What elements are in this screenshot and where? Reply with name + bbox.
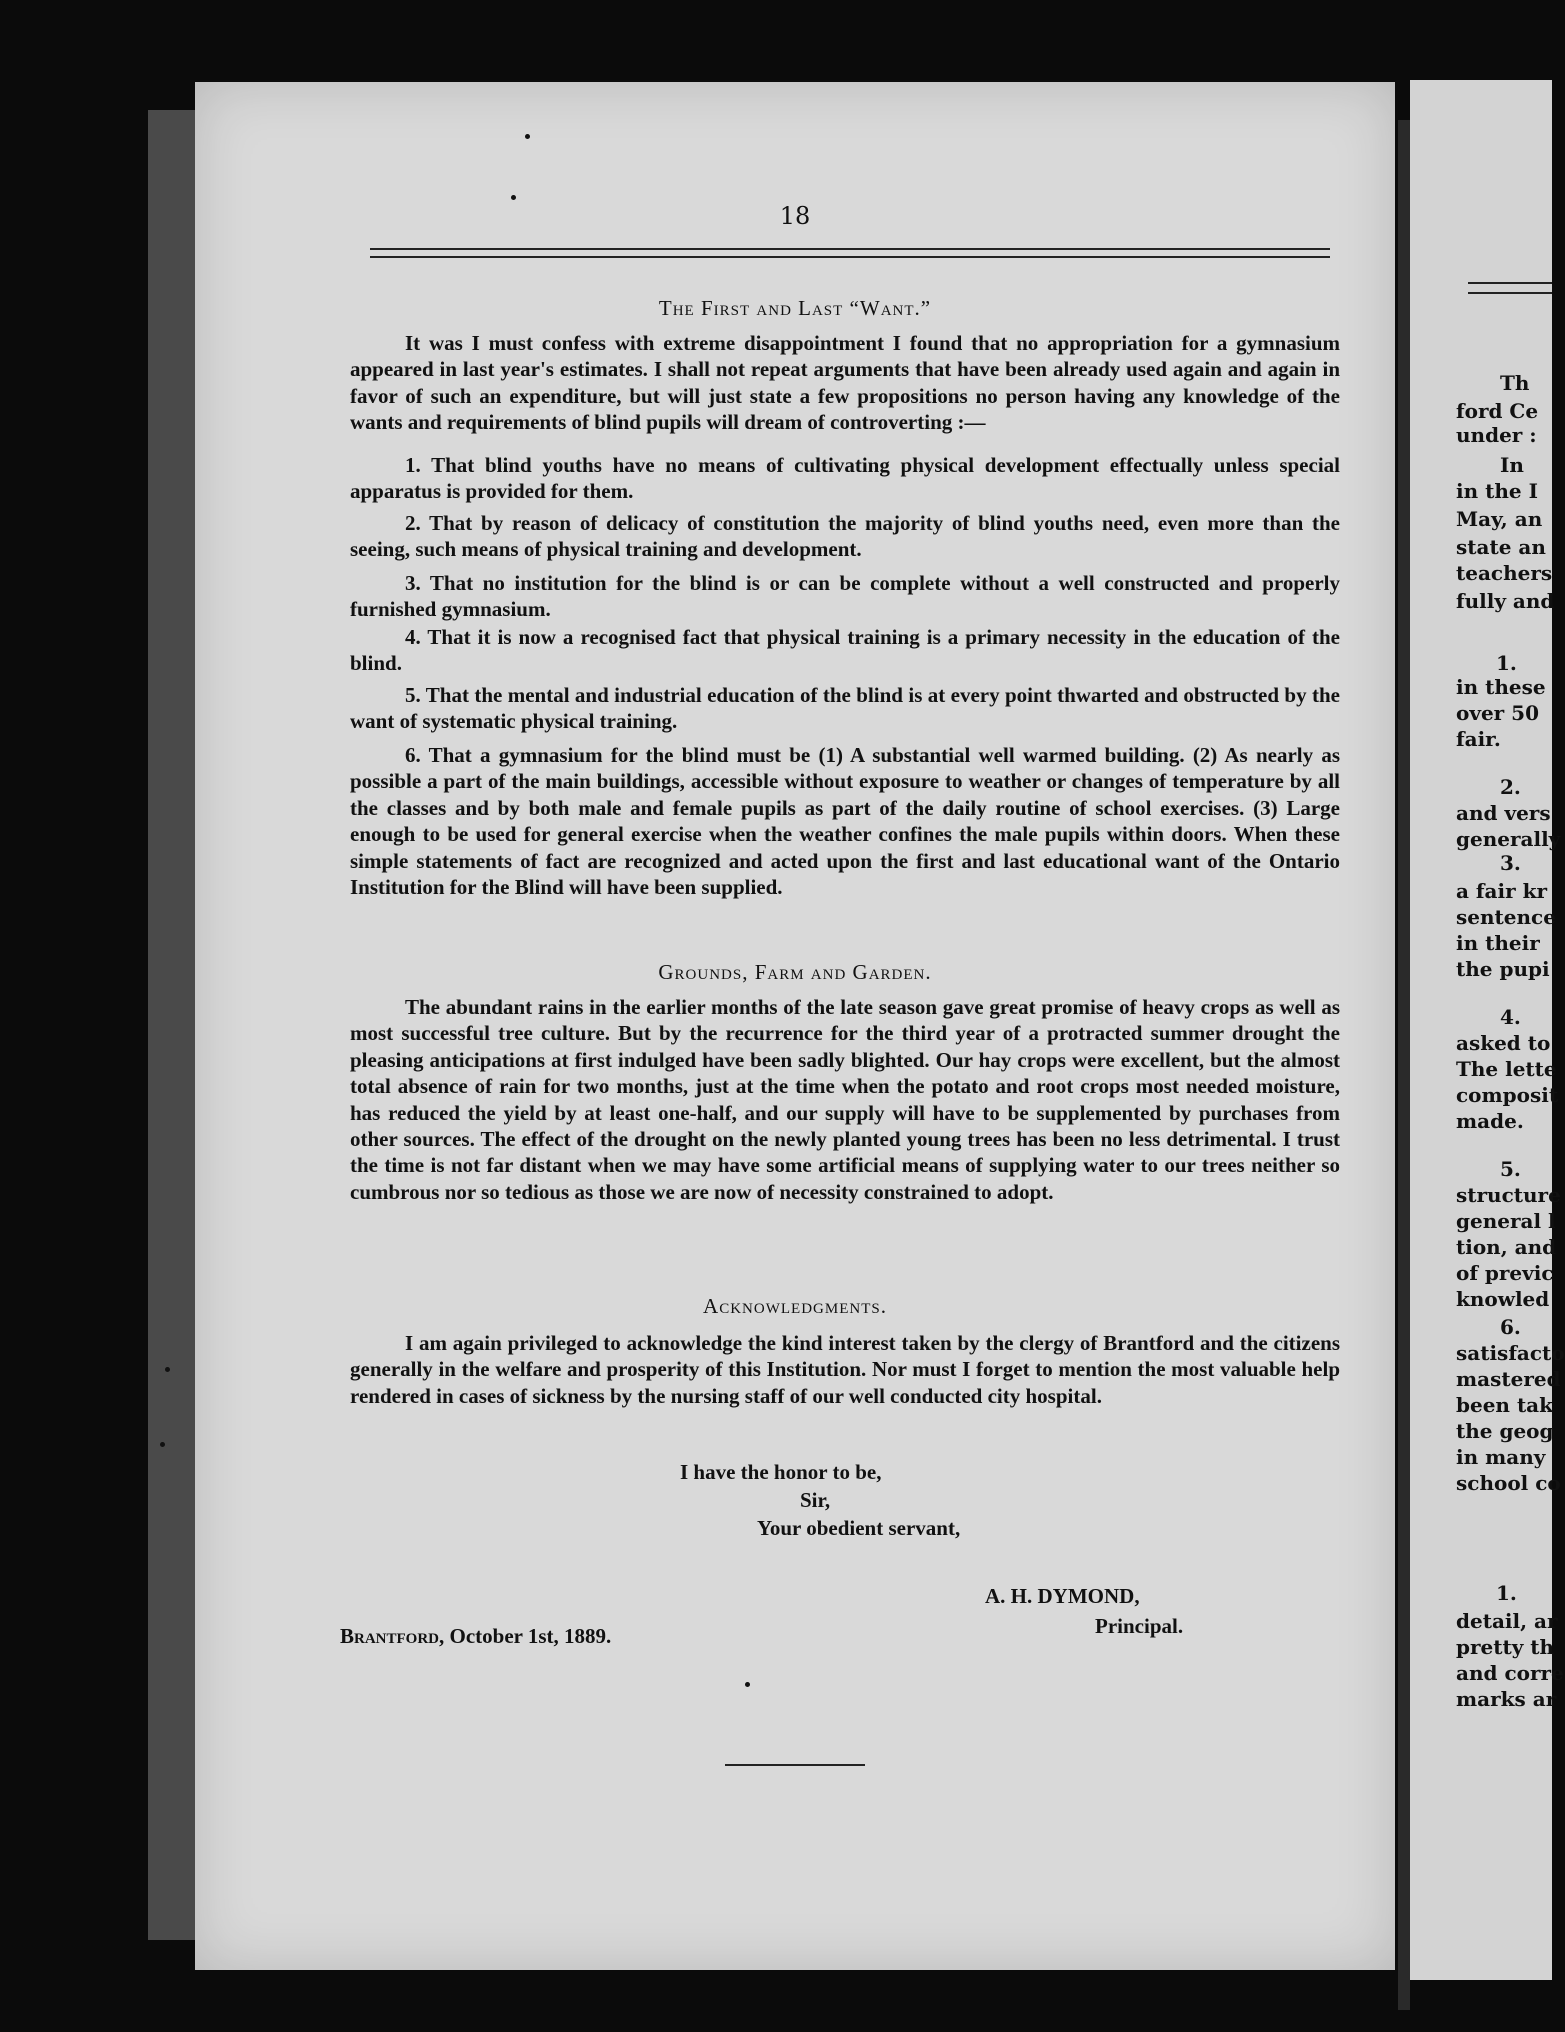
ink-speck xyxy=(165,1367,170,1372)
facing-page-text-fragment: in these xyxy=(1456,675,1546,699)
facing-page-text-fragment: 6. xyxy=(1500,1315,1521,1339)
section-heading-grounds-farm-garden: Grounds, Farm and Garden. xyxy=(658,960,932,984)
facing-page-text-fragment: over 50 xyxy=(1456,701,1540,725)
book-binding-gutter xyxy=(1398,120,1410,2010)
facing-page-text-fragment: May, an xyxy=(1456,507,1543,531)
closing-line-sir: Sir, xyxy=(800,1488,831,1512)
facing-page-text-fragment: made. xyxy=(1456,1109,1524,1133)
header-rule xyxy=(370,248,1330,250)
facing-page-text-fragment: fully and xyxy=(1456,589,1555,613)
date: October 1st, 1889. xyxy=(449,1624,612,1648)
facing-page-text-fragment: 4. xyxy=(1500,1005,1521,1029)
facing-page-text-fragment: pretty th xyxy=(1456,1635,1555,1659)
facing-page-fragment xyxy=(1410,80,1565,1980)
document-page xyxy=(195,82,1395,1970)
facing-page-text-fragment: composit xyxy=(1456,1083,1559,1107)
facing-page-text-fragment: the geog xyxy=(1456,1419,1554,1443)
facing-page-text-fragment: satisfacto xyxy=(1456,1341,1565,1365)
facing-page-text-fragment: in many xyxy=(1456,1445,1546,1469)
proposition-3: 3. That no institution for the blind is or can be complete without a well constructed and properly furnished gymnasium. xyxy=(350,571,1340,622)
facing-page-text-fragment: in their xyxy=(1456,931,1540,955)
facing-page-text-fragment: detail, ar xyxy=(1456,1609,1558,1633)
place-name: Brantford, xyxy=(340,1624,445,1648)
facing-page-text-fragment: the pupi xyxy=(1456,957,1550,981)
facing-page-text-fragment: sentence xyxy=(1456,905,1556,929)
facing-page-text-fragment: 1. xyxy=(1496,651,1517,675)
facing-page-text-fragment: knowled xyxy=(1456,1287,1550,1311)
paragraph-intro: It was I must confess with extreme disappointment I found that no appropriation for a gymnasium appeared in last year's estimates. I shall not repeat arguments that have been already used again and again in favor of such an expenditure, but will just state a few propositions no person having any knowledge of the wants and requirements of blind pupils will dream of controverting :— xyxy=(350,331,1340,435)
facing-page-text-fragment: Th xyxy=(1500,371,1530,395)
facing-page-text-fragment: been tak xyxy=(1456,1393,1553,1417)
header-rule xyxy=(370,256,1330,258)
facing-page-text-fragment: school co xyxy=(1456,1471,1561,1495)
facing-page-text-fragment: 5. xyxy=(1500,1157,1521,1181)
facing-page-text-fragment: ford Ce xyxy=(1456,399,1539,423)
facing-page-text-fragment: structure xyxy=(1456,1183,1561,1207)
ink-speck xyxy=(525,134,530,139)
closing-rule xyxy=(725,1764,865,1766)
page-edge-shadow xyxy=(148,110,198,1940)
proposition-2: 2. That by reason of delicacy of constitution the majority of blind youths need, even more than the seeing, such means of physical training and development. xyxy=(350,511,1340,562)
facing-page-text-fragment: teachers xyxy=(1456,561,1553,585)
facing-page-rule xyxy=(1468,292,1552,294)
proposition-5: 5. That the mental and industrial education of the blind is at every point thwarted and obstructed by the want of systematic physical training. xyxy=(350,683,1340,734)
closing-line-servant: Your obedient servant, xyxy=(757,1516,961,1540)
section-heading-first-and-last-want: The First and Last “Want.” xyxy=(658,296,932,320)
facing-page-text-fragment: fair. xyxy=(1456,727,1501,751)
facing-page-text-fragment: The lette xyxy=(1456,1057,1557,1081)
proposition-4: 4. That it is now a recognised fact that physical training is a primary necessity in the education of the blind. xyxy=(350,625,1340,676)
facing-page-text-fragment: mastered xyxy=(1456,1367,1561,1391)
facing-page-text-fragment: general l xyxy=(1456,1209,1556,1233)
facing-page-text-fragment: generally xyxy=(1456,827,1561,851)
facing-page-text-fragment: 3. xyxy=(1500,851,1521,875)
facing-page-rule xyxy=(1468,282,1552,284)
paragraph-acknowledgments: I am again privileged to acknowledge the kind interest taken by the clergy of Brantford and the citizens generally in the welfare and prosperity of this Institution. Nor must I forget to mention the most valuable help rendered in cases of sickness by the nursing staff of our well conducted city hospital. xyxy=(350,1331,1340,1408)
closing-line-honor: I have the honor to be, xyxy=(680,1460,882,1484)
facing-page-text-fragment: a fair kr xyxy=(1456,879,1547,903)
facing-page-text-fragment: In xyxy=(1500,453,1524,477)
facing-page-text-fragment: tion, and xyxy=(1456,1235,1557,1259)
facing-page-text-fragment: 2. xyxy=(1500,775,1521,799)
ink-speck xyxy=(511,195,516,200)
facing-page-text-fragment: asked to xyxy=(1456,1031,1551,1055)
facing-page-text-fragment: in the I xyxy=(1456,479,1538,503)
facing-page-text-fragment: marks ar xyxy=(1456,1687,1557,1711)
facing-page-text-fragment: and corre xyxy=(1456,1661,1564,1685)
place-and-date xyxy=(340,1624,611,1649)
signature-name: A. H. DYMOND, xyxy=(985,1584,1140,1608)
signature-title: Principal. xyxy=(1095,1614,1184,1638)
facing-page-text-fragment: under : xyxy=(1456,423,1537,447)
facing-page-text-fragment: state an xyxy=(1456,535,1546,559)
facing-page-text-fragment: 1. xyxy=(1496,1581,1517,1605)
ink-speck xyxy=(745,1682,750,1687)
facing-page-text-fragment: of previc xyxy=(1456,1261,1554,1285)
proposition-1: 1. That blind youths have no means of cultivating physical development effectually unless special apparatus is provided for them. xyxy=(350,453,1340,504)
paragraph-grounds: The abundant rains in the earlier months of the late season gave great promise of heavy crops as well as most successful tree culture. But by the recurrence for the third year of a protracted summer drought the pleasing anticipations at first indulged have been sadly blighted. Our hay crops were excellent, but the almost total absence of rain for two months, just at the time when the potato and root crops most needed moisture, has reduced the yield by at least one-half, and our supply will have to be supplemented by purchases from other sources. The effect of the drought on the newly planted young trees has been no less detrimental. I trust the time is not far distant when we may have some artificial means of supplying water to our trees neither so cumbrous nor so tedious as those we are now of necessity constrained to adopt. xyxy=(350,995,1340,1204)
facing-page-text-fragment: and vers xyxy=(1456,801,1551,825)
section-heading-acknowledgments: Acknowledgments. xyxy=(703,1294,887,1318)
proposition-6: 6. That a gymnasium for the blind must be (1) A substantial well warmed building. (2) As nearly as possible a part of the main buildings, accessible without exposure to weather or changes of temperature by all the classes and by both male and female pupils as part of the daily routine of school exercises. (3) Large enough to be used for general exercise when the weather confines the male pupils within doors. When these simple statements of fact are recognized and acted upon the first and last educational want of the Ontario Institution for the Blind will have been supplied. xyxy=(350,743,1340,900)
ink-speck xyxy=(160,1442,165,1447)
page-number: 18 xyxy=(779,202,811,230)
